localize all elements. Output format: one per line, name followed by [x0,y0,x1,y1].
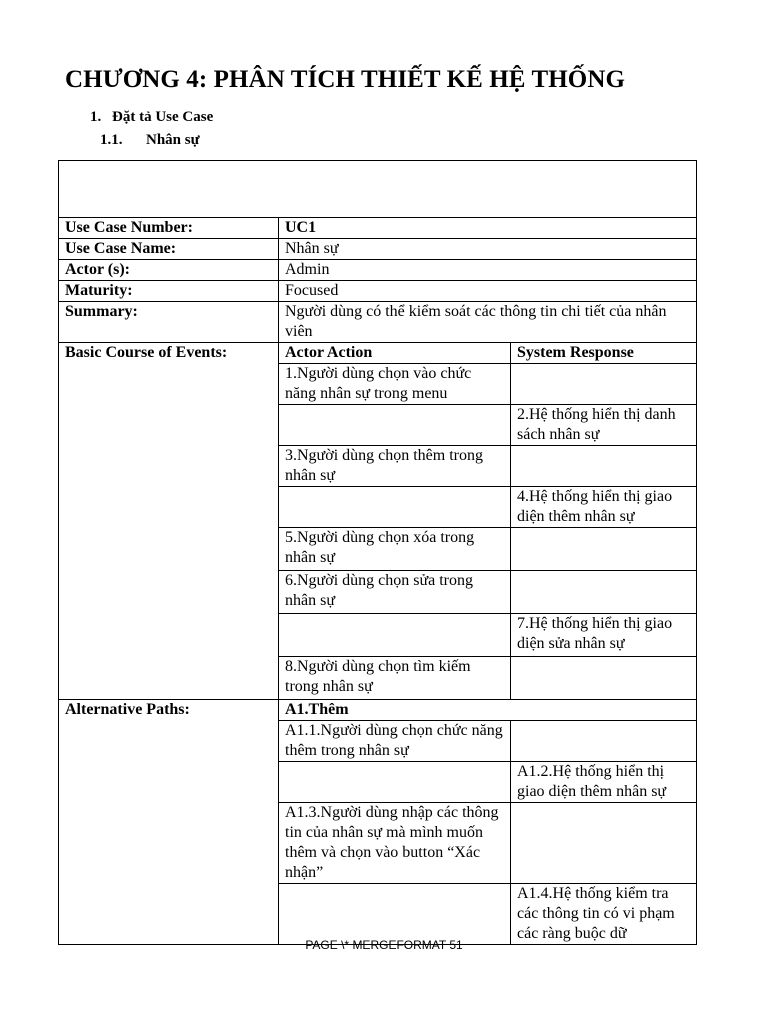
actor-step: 5.Người dùng chọn xóa trong nhân sự [279,528,511,571]
system-step [511,364,697,405]
row-label: Use Case Name: [59,239,279,260]
actor-step [279,762,511,803]
table-row [59,239,697,260]
actor-step: 6.Người dùng chọn sửa trong nhân sự [279,571,511,614]
actor-step: 1.Người dùng chọn vào chức năng nhân sự trong menu [279,364,511,405]
system-step [511,657,697,700]
table-row [59,343,697,364]
actor-step [279,614,511,657]
row-label: Maturity: [59,281,279,302]
system-response-header: System Response [511,343,697,364]
use-case-table [58,160,697,945]
section-heading [90,109,213,126]
actor-step [279,487,511,528]
section-number: 1. [90,109,102,125]
table-row [59,260,697,281]
system-step: A1.4.Hệ thống kiểm tra các thông tin có vi phạm các ràng buộc dữ [511,884,697,945]
actor-step: 8.Người dùng chọn tìm kiếm trong nhân sự [279,657,511,700]
alternative-path-title: A1.Thêm [279,700,697,721]
table-header-blank [59,161,697,218]
row-label: Summary: [59,302,279,343]
system-step [511,528,697,571]
table-header-row [59,161,697,218]
use-case-name-value: Nhân sự [279,239,697,260]
actor-step [279,405,511,446]
subsection-title: Nhân sự [146,132,200,148]
row-label: Use Case Number: [59,218,279,239]
system-step [511,803,697,884]
actors-value: Admin [279,260,697,281]
alternative-paths-label: Alternative Paths: [59,700,279,945]
actor-action-header: Actor Action [279,343,511,364]
table-row [59,281,697,302]
system-step [511,571,697,614]
page-footer: PAGE \* MERGEFORMAT 51 [305,938,463,952]
row-label: Actor (s): [59,260,279,281]
basic-course-label: Basic Course of Events: [59,343,279,700]
subsection-heading [100,132,200,149]
summary-value: Người dùng có thể kiểm soát các thông tin chi tiết của nhân viên [279,302,697,343]
actor-step: A1.1.Người dùng chọn chức năng thêm trong nhân sự [279,721,511,762]
actor-step: A1.3.Người dùng nhập các thông tin của nhân sự mà mình muốn thêm và chọn vào button “Xác nhận” [279,803,511,884]
use-case-number-value: UC1 [279,218,697,239]
table-row [59,218,697,239]
table-row [59,302,697,343]
chapter-title: CHƯƠNG 4: PHÂN TÍCH THIẾT KẾ HỆ THỐNG [65,66,626,93]
system-step: 2.Hệ thống hiển thị danh sách nhân sự [511,405,697,446]
system-step: 7.Hệ thống hiển thị giao diện sửa nhân sự [511,614,697,657]
section-title: Đặt tả Use Case [112,109,214,125]
actor-step [279,884,511,945]
system-step: A1.2.Hệ thống hiển thị giao diện thêm nhân sự [511,762,697,803]
subsection-number: 1.1. [100,132,123,148]
maturity-value: Focused [279,281,697,302]
system-step [511,721,697,762]
system-step [511,446,697,487]
system-step: 4.Hệ thống hiển thị giao diện thêm nhân sự [511,487,697,528]
actor-step: 3.Người dùng chọn thêm trong nhân sự [279,446,511,487]
table-row [59,700,697,721]
